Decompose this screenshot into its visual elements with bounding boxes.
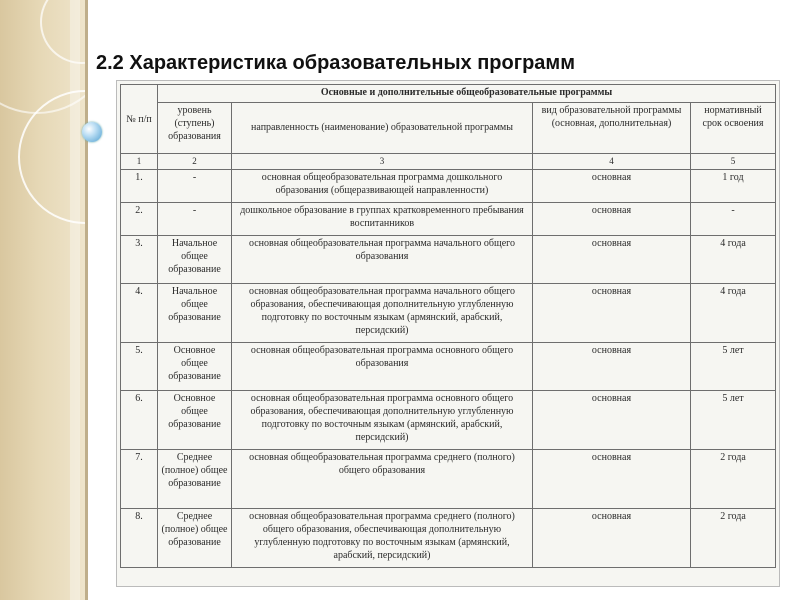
- header-number: № п/п: [121, 85, 158, 154]
- table-row: [121, 284, 776, 343]
- table-row: [121, 203, 776, 236]
- row-number: 6.: [121, 391, 158, 450]
- row-term: 5 лет: [691, 343, 776, 391]
- index-cell: 5: [691, 154, 776, 170]
- row-direction: основная общеобразовательная программа начального общего образования: [232, 236, 533, 284]
- row-number: 5.: [121, 343, 158, 391]
- row-type: основная: [533, 236, 691, 284]
- table-header-row: [121, 85, 776, 103]
- table-row: [121, 343, 776, 391]
- row-level: -: [158, 203, 232, 236]
- row-direction: основная общеобразовательная программа среднего (полного) общего образования: [232, 450, 533, 509]
- row-term: 2 года: [691, 509, 776, 568]
- header-term: нормативный срок освоения: [691, 102, 776, 153]
- row-level: -: [158, 170, 232, 203]
- row-type: основная: [533, 203, 691, 236]
- row-number: 4.: [121, 284, 158, 343]
- decorative-stripe: [70, 0, 80, 600]
- row-number: 8.: [121, 509, 158, 568]
- table-row: [121, 509, 776, 568]
- decorative-divider: [85, 0, 88, 600]
- table-row: [121, 391, 776, 450]
- bubble-icon: [82, 122, 102, 142]
- slide-title: 2.2 Характеристика образовательных программ: [96, 52, 576, 74]
- index-cell: 4: [533, 154, 691, 170]
- header-level: уровень (ступень) образования: [158, 102, 232, 153]
- row-level: Среднее (полное) общее образование: [158, 450, 232, 509]
- row-direction: основная общеобразовательная программа основного общего образования: [232, 343, 533, 391]
- row-type: основная: [533, 284, 691, 343]
- row-number: 7.: [121, 450, 158, 509]
- row-type: основная: [533, 509, 691, 568]
- decorative-side-panel: [0, 0, 88, 600]
- table-row: [121, 236, 776, 284]
- header-type: вид образовательной программы (основная, дополнительная): [533, 102, 691, 153]
- row-direction: основная общеобразовательная программа дошкольного образования (общеразвивающей направленности): [232, 170, 533, 203]
- row-term: 5 лет: [691, 391, 776, 450]
- row-number: 3.: [121, 236, 158, 284]
- row-type: основная: [533, 170, 691, 203]
- row-level: Среднее (полное) общее образование: [158, 509, 232, 568]
- table-row: [121, 170, 776, 203]
- header-direction: направленность (наименование) образовательной программы: [232, 102, 533, 153]
- row-type: основная: [533, 450, 691, 509]
- row-level: Начальное общее образование: [158, 236, 232, 284]
- scanned-document: [116, 80, 780, 587]
- table-index-row: [121, 154, 776, 170]
- row-term: 1 год: [691, 170, 776, 203]
- row-number: 1.: [121, 170, 158, 203]
- row-term: -: [691, 203, 776, 236]
- table-row: [121, 450, 776, 509]
- row-level: Основное общее образование: [158, 391, 232, 450]
- row-direction: основная общеобразовательная программа среднего (полного) общего образования, обеспечивающая дополнительную углубленную подготовку по восточным языкам (армянский, арабский, персидский): [232, 509, 533, 568]
- row-level: Основное общее образование: [158, 343, 232, 391]
- row-term: 2 года: [691, 450, 776, 509]
- row-direction: дошкольное образование в группах кратковременного пребывания воспитанников: [232, 203, 533, 236]
- row-term: 4 года: [691, 236, 776, 284]
- index-cell: 2: [158, 154, 232, 170]
- row-direction: основная общеобразовательная программа основного общего образования, обеспечивающая дополнительную углубленную подготовку по восточным языкам (армянский, арабский, персидский): [232, 391, 533, 450]
- index-cell: 1: [121, 154, 158, 170]
- row-type: основная: [533, 391, 691, 450]
- row-term: 4 года: [691, 284, 776, 343]
- index-cell: 3: [232, 154, 533, 170]
- table-header-row: [121, 102, 776, 153]
- row-type: основная: [533, 343, 691, 391]
- row-direction: основная общеобразовательная программа начального общего образования, обеспечивающая дополнительную углубленную подготовку по восточным языкам (армянский, арабский, персидский): [232, 284, 533, 343]
- row-level: Начальное общее образование: [158, 284, 232, 343]
- header-main: Основные и дополнительные общеобразовательные программы: [158, 85, 776, 103]
- row-number: 2.: [121, 203, 158, 236]
- programs-table: [120, 84, 776, 568]
